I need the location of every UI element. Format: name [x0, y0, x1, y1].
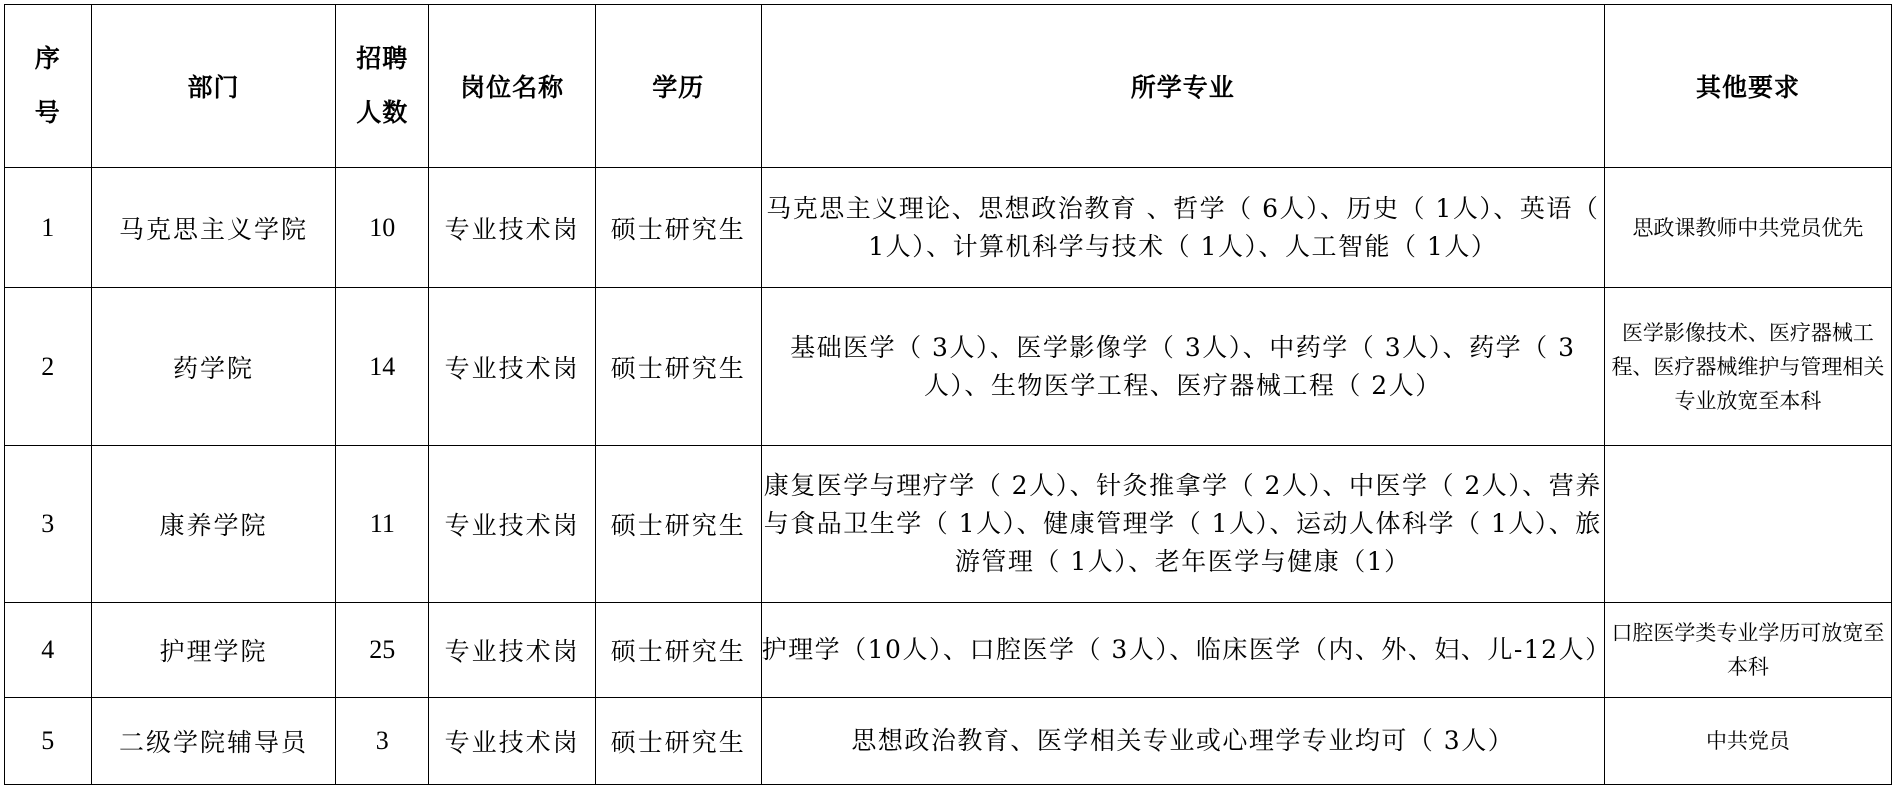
header-education: 学历: [595, 5, 761, 168]
cell-major: 思想政治教育、医学相关专业或心理学专业均可（ 3人）: [761, 698, 1604, 785]
cell-count: 25: [336, 603, 429, 698]
cell-other: 口腔医学类专业学历可放宽至本科: [1604, 603, 1891, 698]
cell-count: 10: [336, 168, 429, 288]
cell-dept: 护理学院: [91, 603, 336, 698]
cell-other: [1604, 446, 1891, 603]
cell-seq: 2: [5, 288, 92, 446]
header-row: [5, 5, 1892, 168]
cell-dept: 药学院: [91, 288, 336, 446]
table-row: [5, 288, 1892, 446]
cell-position: 专业技术岗: [429, 288, 596, 446]
header-seq-line2: 号: [34, 98, 61, 127]
cell-education: 硕士研究生: [595, 698, 761, 785]
cell-position: 专业技术岗: [429, 168, 596, 288]
table-row: [5, 603, 1892, 698]
header-seq: [5, 5, 92, 168]
cell-seq: 1: [5, 168, 92, 288]
cell-other: 中共党员: [1604, 698, 1891, 785]
cell-other: 思政课教师中共党员优先: [1604, 168, 1891, 288]
cell-major: 马克思主义理论、思想政治教育 、哲学（ 6人）、历史（ 1人）、英语（ 1人）、计算机科学与技术（ 1人）、人工智能（ 1人）: [761, 168, 1604, 288]
table-row: [5, 168, 1892, 288]
header-major: 所学专业: [761, 5, 1604, 168]
cell-seq: 3: [5, 446, 92, 603]
cell-count: 11: [336, 446, 429, 603]
cell-major: 护理学（10人）、口腔医学（ 3人）、临床医学（内、外、妇、儿-12人）: [761, 603, 1604, 698]
cell-education: 硕士研究生: [595, 603, 761, 698]
cell-position: 专业技术岗: [429, 603, 596, 698]
cell-education: 硕士研究生: [595, 168, 761, 288]
table-row: [5, 446, 1892, 603]
header-other: 其他要求: [1604, 5, 1891, 168]
cell-position: 专业技术岗: [429, 446, 596, 603]
cell-seq: 4: [5, 603, 92, 698]
cell-count: 3: [336, 698, 429, 785]
cell-education: 硕士研究生: [595, 446, 761, 603]
cell-education: 硕士研究生: [595, 288, 761, 446]
cell-major: 基础医学（ 3人）、医学影像学（ 3人）、中药学（ 3人）、药学（ 3人）、生物医学工程、医疗器械工程（ 2人）: [761, 288, 1604, 446]
cell-position: 专业技术岗: [429, 698, 596, 785]
header-seq-line1: 序: [34, 44, 61, 73]
cell-dept: 二级学院辅导员: [91, 698, 336, 785]
header-count: [336, 5, 429, 168]
cell-dept: 马克思主义学院: [91, 168, 336, 288]
header-count-line1: 招聘: [356, 44, 409, 73]
recruitment-table: [4, 4, 1892, 785]
header-dept: 部门: [91, 5, 336, 168]
cell-other: 医学影像技术、医疗器械工程、医疗器械维护与管理相关专业放宽至本科: [1604, 288, 1891, 446]
cell-count: 14: [336, 288, 429, 446]
header-position: 岗位名称: [429, 5, 596, 168]
cell-seq: 5: [5, 698, 92, 785]
cell-dept: 康养学院: [91, 446, 336, 603]
cell-major: 康复医学与理疗学（ 2人）、针灸推拿学（ 2人）、中医学（ 2人）、营养与食品卫生学（ 1人）、健康管理学（ 1人）、运动人体科学（ 1人）、旅游管理（ 1人）、老年医学与健康（1）: [761, 446, 1604, 603]
header-count-line2: 人数: [356, 98, 409, 127]
table-row: [5, 698, 1892, 785]
